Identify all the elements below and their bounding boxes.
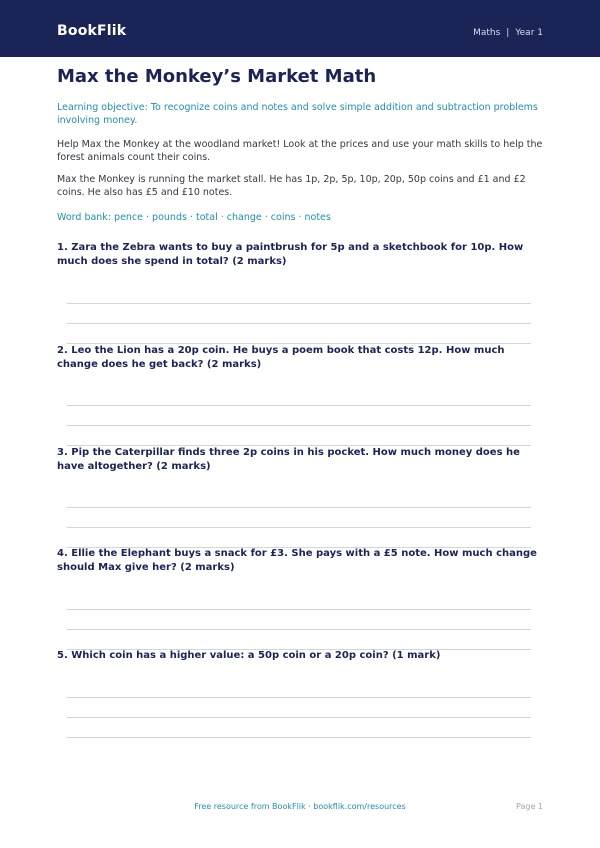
brand-logo-text: BookFlik [57,23,127,39]
footer-credit: Free resource from BookFlik · bookflik.com/resources [194,802,406,811]
header-bar [0,0,600,57]
subject-label: Maths [473,28,501,38]
answer-line[interactable] [67,507,531,508]
answer-line[interactable] [67,697,531,698]
answer-line[interactable] [67,629,531,630]
answer-line[interactable] [67,303,531,304]
breadcrumb [473,28,543,38]
page-number: Page 1 [516,802,543,811]
question-5: 5. Which coin has a higher value: a 50p coin or a 20p coin? (1 mark) [57,650,441,661]
word-bank: Word bank: pence · pounds · total · change · coins · notes [57,212,331,223]
intro-paragraph-1: Help Max the Monkey at the woodland market! Look at the prices and use your math skills to help the forest animals count their coins. [57,139,543,163]
answer-line[interactable] [67,425,531,426]
intro-paragraph-2: Max the Monkey is running the market stall. He has 1p, 2p, 5p, 10p, 20p, 50p coins and £1 and £2 coins. He also has £5 and £10 notes. [57,174,526,198]
question-2: 2. Leo the Lion has a 20p coin. He buys a poem book that costs 12p. How much change does he get back? (2 marks) [57,345,505,370]
learning-objective: Learning objective: To recognize coins and notes and solve simple addition and subtraction problems involving money. [57,102,538,126]
answer-line[interactable] [67,527,531,528]
answer-line[interactable] [67,323,531,324]
answer-line[interactable] [67,737,531,738]
answer-line[interactable] [67,405,531,406]
question-1: 1. Zara the Zebra wants to buy a paintbrush for 5p and a sketchbook for 10p. How much does she spend in total? (2 marks) [57,242,524,267]
year-label: Year 1 [515,28,543,38]
breadcrumb-separator: | [506,28,510,38]
page-title: Max the Monkey’s Market Math [57,66,377,87]
answer-line[interactable] [67,717,531,718]
question-3: 3. Pip the Caterpillar finds three 2p coins in his pocket. How much money does he have altogether? (2 marks) [57,447,520,472]
answer-line[interactable] [67,609,531,610]
question-4: 4. Ellie the Elephant buys a snack for £3. She pays with a £5 note. How much change should Max give her? (2 marks) [57,548,537,573]
